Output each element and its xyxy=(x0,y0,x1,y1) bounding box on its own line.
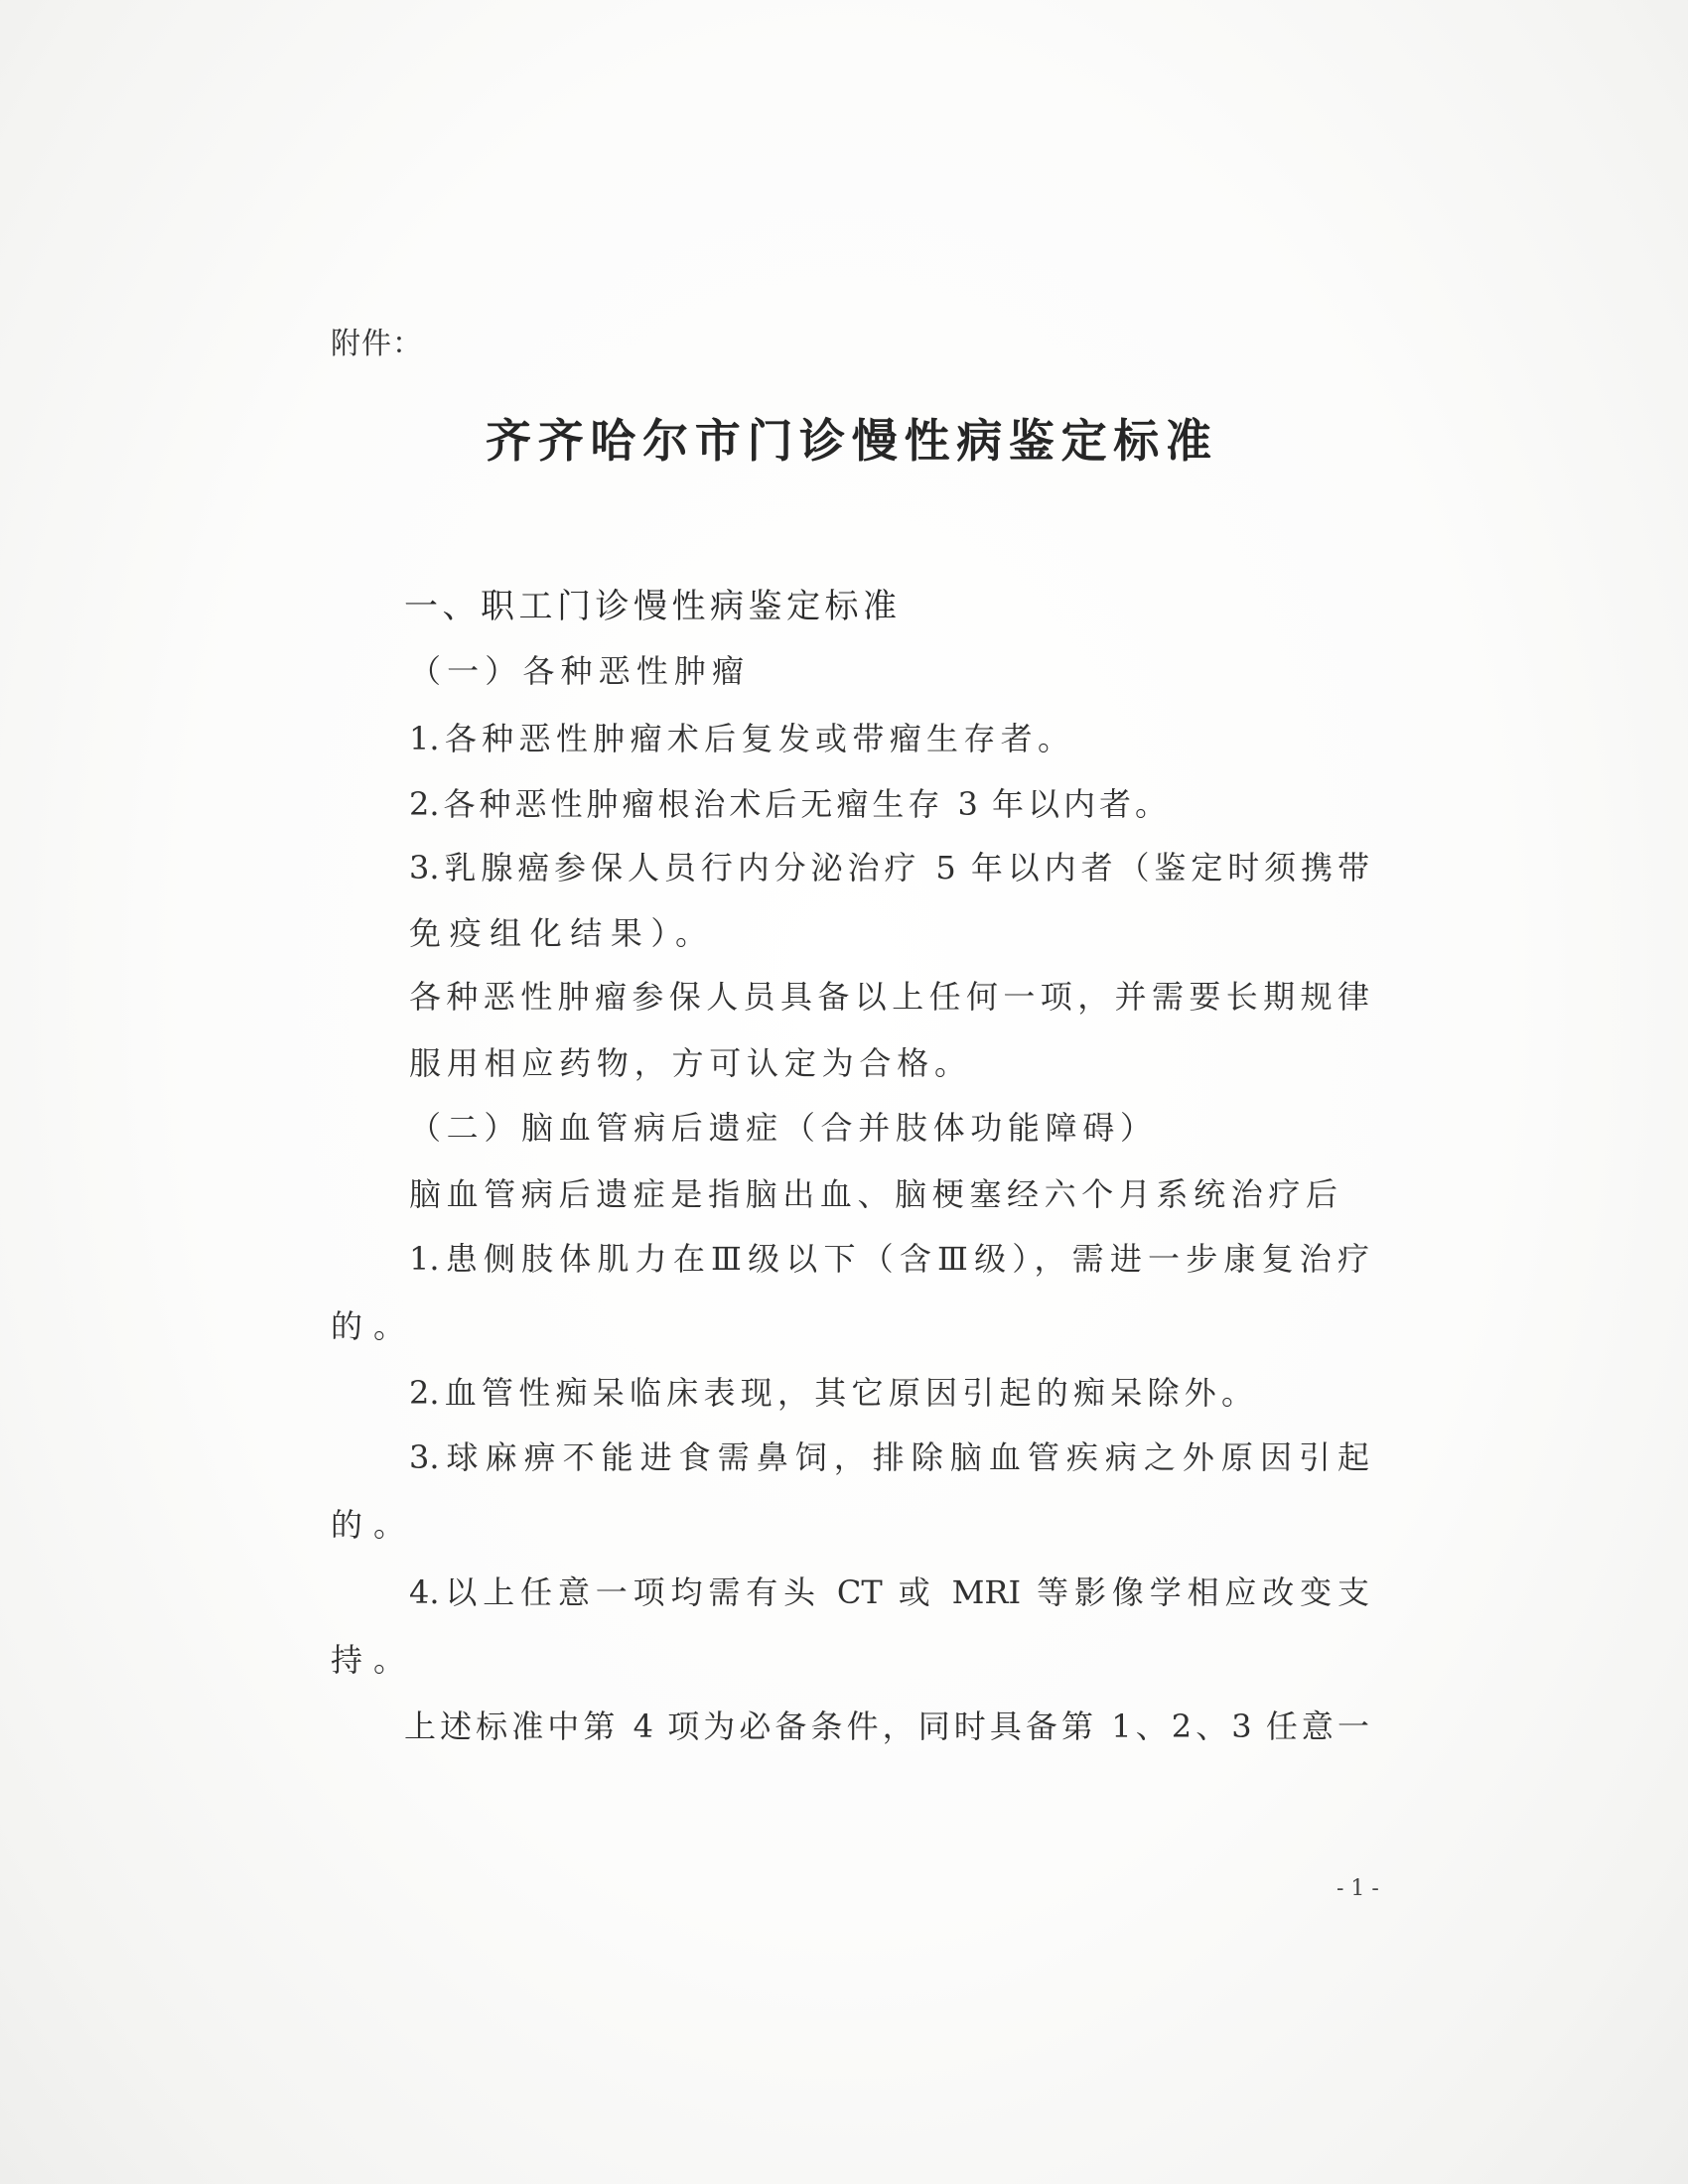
subsection-heading-malignant-tumor: （一）各种恶性肿瘤 xyxy=(409,652,744,690)
cerebrovascular-criteria-line: 4.以上任意一项均需有头 CT 或 MRI 等影像学相应改变支 xyxy=(409,1573,1369,1611)
cerebrovascular-criteria-line: 2.血管性痴呆临床表现，其它原因引起的痴呆除外。 xyxy=(409,1374,1253,1412)
tumor-criteria-line: 2.各种恶性肿瘤根治术后无瘤生存 3 年以内者。 xyxy=(409,785,1167,823)
document-title: 齐齐哈尔市门诊慢性病鉴定标准 xyxy=(486,414,1211,468)
tumor-criteria-line: 1.各种恶性肿瘤术后复发或带瘤生存者。 xyxy=(409,720,1069,757)
cerebrovascular-criteria-line: 3.球麻痹不能进食需鼻饲，排除脑血管疾病之外原因引起 xyxy=(409,1438,1369,1476)
cerebrovascular-criteria-line: 的。 xyxy=(331,1506,405,1544)
cerebrovascular-criteria-line: 的。 xyxy=(331,1307,405,1345)
subsection-heading-cerebrovascular-sequelae: （二）脑血管病后遗症（合并肢体功能障碍） xyxy=(409,1109,1152,1147)
page-number: - 1 - xyxy=(1336,1876,1379,1901)
section-heading: 一、职工门诊慢性病鉴定标准 xyxy=(404,587,897,626)
tumor-criteria-line: 3.乳腺癌参保人员行内分泌治疗 5 年以内者（鉴定时须携带 xyxy=(409,849,1369,887)
cerebrovascular-criteria-line: 持。 xyxy=(331,1641,405,1679)
tumor-criteria-line: 服用相应药物，方可认定为合格。 xyxy=(409,1044,966,1082)
cerebrovascular-criteria-line: 上述标准中第 4 项为必备条件，同时具备第 1、2、3 任意一 xyxy=(404,1707,1369,1745)
cerebrovascular-criteria-line: 脑血管病后遗症是指脑出血、脑梗塞经六个月系统治疗后 xyxy=(409,1175,1337,1213)
cerebrovascular-criteria-line: 1.患侧肢体肌力在Ⅲ级以下（含Ⅲ级），需进一步康复治疗 xyxy=(409,1240,1369,1278)
tumor-criteria-line: 免疫组化结果）。 xyxy=(409,914,707,952)
tumor-criteria-line: 各种恶性肿瘤参保人员具备以上任何一项，并需要长期规律 xyxy=(409,978,1369,1016)
attachment-label: 附件： xyxy=(331,327,423,361)
